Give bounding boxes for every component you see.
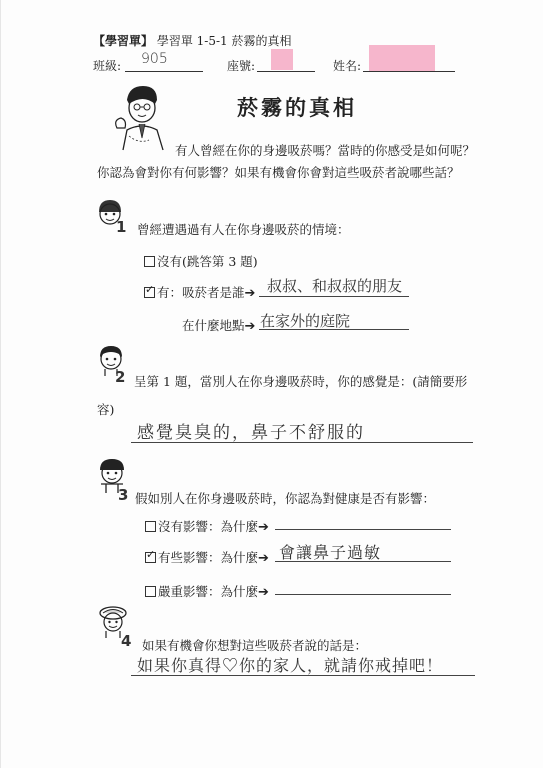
worksheet-header — [93, 32, 292, 49]
q3-some-checkbox[interactable] — [145, 548, 156, 563]
q1-option-no[interactable] — [144, 252, 258, 270]
q2-answer: 感覺臭臭的，鼻子不舒服的 — [137, 423, 365, 443]
check-mark-icon: ✓ — [146, 548, 156, 561]
arrow-icon: ➔ — [258, 551, 269, 566]
intro-line-1: 有人曾經在你的身邊吸菸嗎？當時的你感受是如何呢？ — [175, 143, 476, 158]
q3-none-line[interactable] — [275, 529, 451, 530]
question-1-number: 1 — [116, 218, 127, 236]
redacted-name — [369, 45, 435, 71]
intro-text — [97, 140, 497, 184]
page-title: 菸霧的真相 — [237, 95, 357, 120]
arrow-icon: ➔ — [258, 520, 269, 535]
question-2-prompt-line-2: 容) — [97, 402, 115, 417]
q3-none-label: 沒有影響：為什麼 — [158, 519, 259, 534]
q1-who-answer: 叔叔、和叔叔的朋友 — [267, 277, 403, 295]
q3-some-answer: 會讓鼻子過敏 — [279, 543, 382, 562]
question-4-number: 4 — [121, 632, 132, 650]
q1-where-row — [182, 316, 255, 334]
q1-who-line[interactable] — [259, 296, 409, 297]
q3-some-label: 有些影響：為什麼 — [158, 550, 259, 565]
question-3-prompt: 假如別人在你身邊吸菸時，你認為對健康是否有影響： — [135, 491, 436, 506]
question-3-number: 3 — [118, 486, 129, 504]
q3-option-none[interactable] — [145, 517, 269, 535]
q1-yes-checkbox[interactable] — [144, 283, 155, 298]
arrow-icon: ➔ — [244, 286, 256, 301]
class-value: 905 — [141, 51, 168, 67]
question-1-prompt: 曾經遭遇過有人在你身邊吸菸的情境： — [137, 222, 350, 237]
q1-yes-label: 有：吸菸者是誰 — [157, 285, 245, 300]
name-field[interactable] — [363, 55, 455, 72]
q1-no-checkbox[interactable] — [144, 256, 155, 267]
name-label: 姓名: — [333, 59, 362, 73]
q1-where-answer: 在家外的庭院 — [260, 312, 351, 330]
class-field[interactable] — [125, 51, 203, 72]
seat-field[interactable] — [257, 55, 315, 72]
q3-option-severe[interactable] — [145, 582, 269, 600]
question-2-prompt-line-1: 呈第 1 題，當別人在你身邊吸菸時，你的感覺是：(請簡要形 — [134, 374, 468, 389]
arrow-icon: ➔ — [244, 319, 256, 334]
header-text: 學習單 1-5-1 菸霧的真相 — [156, 34, 292, 48]
q3-severe-checkbox[interactable] — [145, 586, 156, 597]
question-2-number: 2 — [115, 368, 126, 386]
seat-label: 座號: — [227, 59, 256, 73]
check-mark-icon: ✓ — [145, 283, 155, 296]
q3-severe-line[interactable] — [275, 594, 451, 595]
q4-answer: 如果你真得♡你的家人，就請你戒掉吧！ — [137, 656, 444, 675]
q1-no-label: 沒有(跳答第 3 題) — [157, 254, 258, 269]
q3-severe-label: 嚴重影響：為什麼 — [158, 584, 259, 599]
q1-where-label: 在什麼地點 — [182, 318, 245, 333]
q1-option-yes[interactable] — [144, 283, 255, 301]
intro-line-2: 你認為會對你有何影響？如果有機會你會對這些吸菸者說哪些話？ — [97, 165, 460, 180]
header-label: 【學習單】 — [93, 34, 154, 48]
question-4-prompt: 如果有機會你想對這些吸菸者說的話是： — [142, 638, 368, 653]
q3-option-some[interactable] — [145, 548, 269, 566]
class-label: 班級: — [93, 59, 122, 73]
q3-none-checkbox[interactable] — [145, 521, 156, 532]
redacted-seat — [271, 49, 293, 70]
arrow-icon: ➔ — [258, 585, 269, 600]
